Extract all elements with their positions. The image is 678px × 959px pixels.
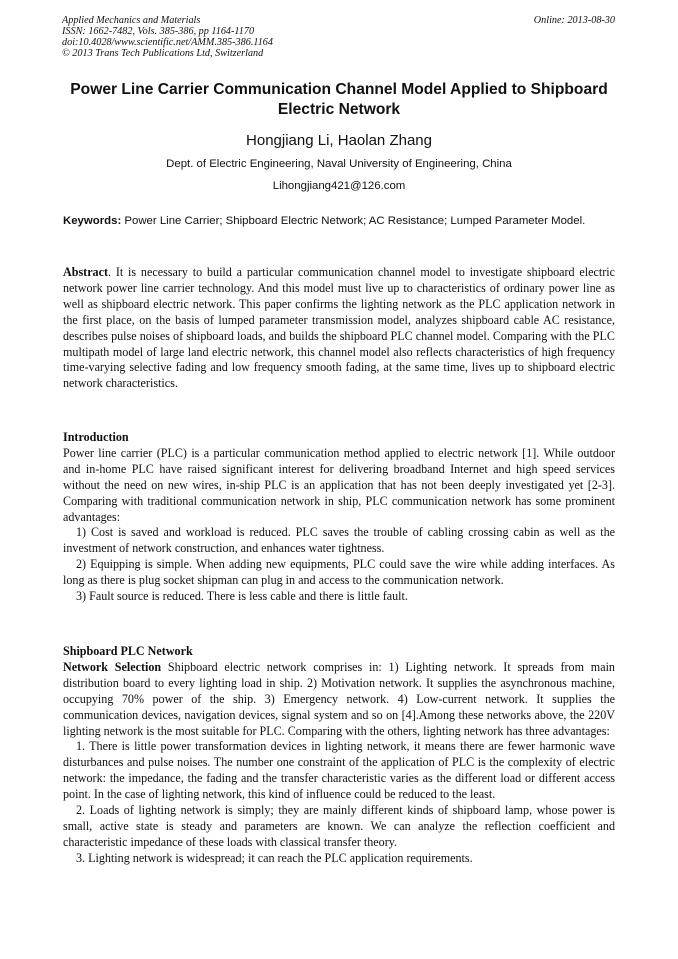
copyright-line: © 2013 Trans Tech Publications Ltd, Switzerland <box>62 48 264 59</box>
shipboard-section <box>63 644 615 867</box>
abstract-section <box>63 265 615 392</box>
keywords-block <box>63 213 615 229</box>
paper-authors: Hongjiang Li, Haolan Zhang <box>246 132 432 149</box>
author-affiliation: Dept. of Electric Engineering, Naval University of Engineering, China <box>166 158 512 170</box>
keywords-text: Power Line Carrier; Shipboard Electric Network; AC Resistance; Lumped Parameter Model. <box>121 215 586 227</box>
shipboard-heading: Shipboard PLC Network <box>63 644 193 658</box>
abstract-text: . It is necessary to build a particular communication channel model to investigate shipboard electric network power line carrier technology. And this model must live up to characteristics of ordinary power line as well as shipboard electric network. This paper confirms the lighting network as the PLC application network in the first place, on the basis of lumped parameter transmission model, analyzes shipboard cable AC resistance, describes pulse noises of shipboard loads, and builds the shipboard PLC channel model. Comparing with the PLC multipath model of large land electric network, this channel model also reflects characteristics of high frequency time-varying selective fading and low frequency smooth fading, at the same time, lives up to shipboard electric network characteristics. <box>63 265 615 391</box>
advantage-item-2: 2) Equipping is simple. When adding new equipments, PLC could save the wire while adding interfaces. As long as there is plug socket shipman can plug in and access to the communication network. <box>63 557 615 588</box>
lighting-advantage-1: 1. There is little power transformation devices in lighting network, it means there are fewer harmonic wave disturbances and pulse noises. The number one constraint of the application of PLC is the complexity of electric network: the impedance, the fading and the transfer characteristic varies as the different load or different access point. In the case of lighting network, this kind of influence could be reduced to the least. <box>63 739 615 802</box>
issn-line: ISSN: 1662-7482, Vols. 385-386, pp 1164-1170 <box>62 26 255 37</box>
journal-header <box>62 15 273 59</box>
network-selection-paragraph <box>63 660 615 740</box>
author-email: Lihongjiang421@126.com <box>272 180 406 192</box>
online-date: Online: 2013-08-30 <box>533 15 615 26</box>
doi-line: doi:10.4028/www.scientific.net/AMM.385-386.1164 <box>62 37 273 48</box>
abstract-label: Abstract <box>63 265 109 279</box>
introduction-section <box>63 430 615 605</box>
lighting-advantage-2: 2. Loads of lighting network is simply; they are mainly different kinds of shipboard lamp, whose power is small, active state is steady and parameters are known. We can analyze the reflection coefficient and characteristic impedance of these loads with classical transfer theory. <box>63 803 615 849</box>
keywords-label: Keywords: <box>63 215 122 227</box>
lighting-advantage-3: 3. Lighting network is widespread; it can reach the PLC application requirements. <box>76 850 473 865</box>
network-selection-subheading: Network Selection <box>63 659 162 674</box>
introduction-paragraph: Power line carrier (PLC) is a particular communication method applied to electric network [1]. While outdoor and in-home PLC have raised significant interest for delivering broadband Internet and high speed services without the need on new wires, in-ship PLC is an application that has not been deeply investigated yet [2-3]. Comparing with traditional communication network in ship, PLC communication network has some prominent advantages: <box>63 445 615 524</box>
journal-name: Applied Mechanics and Materials <box>62 15 201 26</box>
abstract-paragraph <box>63 265 615 392</box>
paper-title: Power Line Carrier Communication Channel Model Applied to Shipboard Electric Network <box>70 81 608 118</box>
network-selection-text: Shipboard electric network comprises in: 1) Lighting network. It spreads from main distribution board to every lighting load in ship. 2) Motivation network. It supplies the asynchronous machine, occupying 70% power of the ship. 3) Emergency network. 4) Low-current network. It supplies the communication devices, navigation devices, signal system and so on [4].Among these networks above, the 220V lighting network is the most suitable for PLC. Comparing with the others, lighting network has three advantages: <box>63 659 615 738</box>
advantage-item-1: 1) Cost is saved and workload is reduced. PLC saves the trouble of cabling crossing cabin as well as the investment of network construction, and enhances water tightness. <box>63 525 615 556</box>
advantage-item-3: 3) Fault source is reduced. There is less cable and there is little fault. <box>76 589 408 604</box>
introduction-heading: Introduction <box>63 430 129 444</box>
